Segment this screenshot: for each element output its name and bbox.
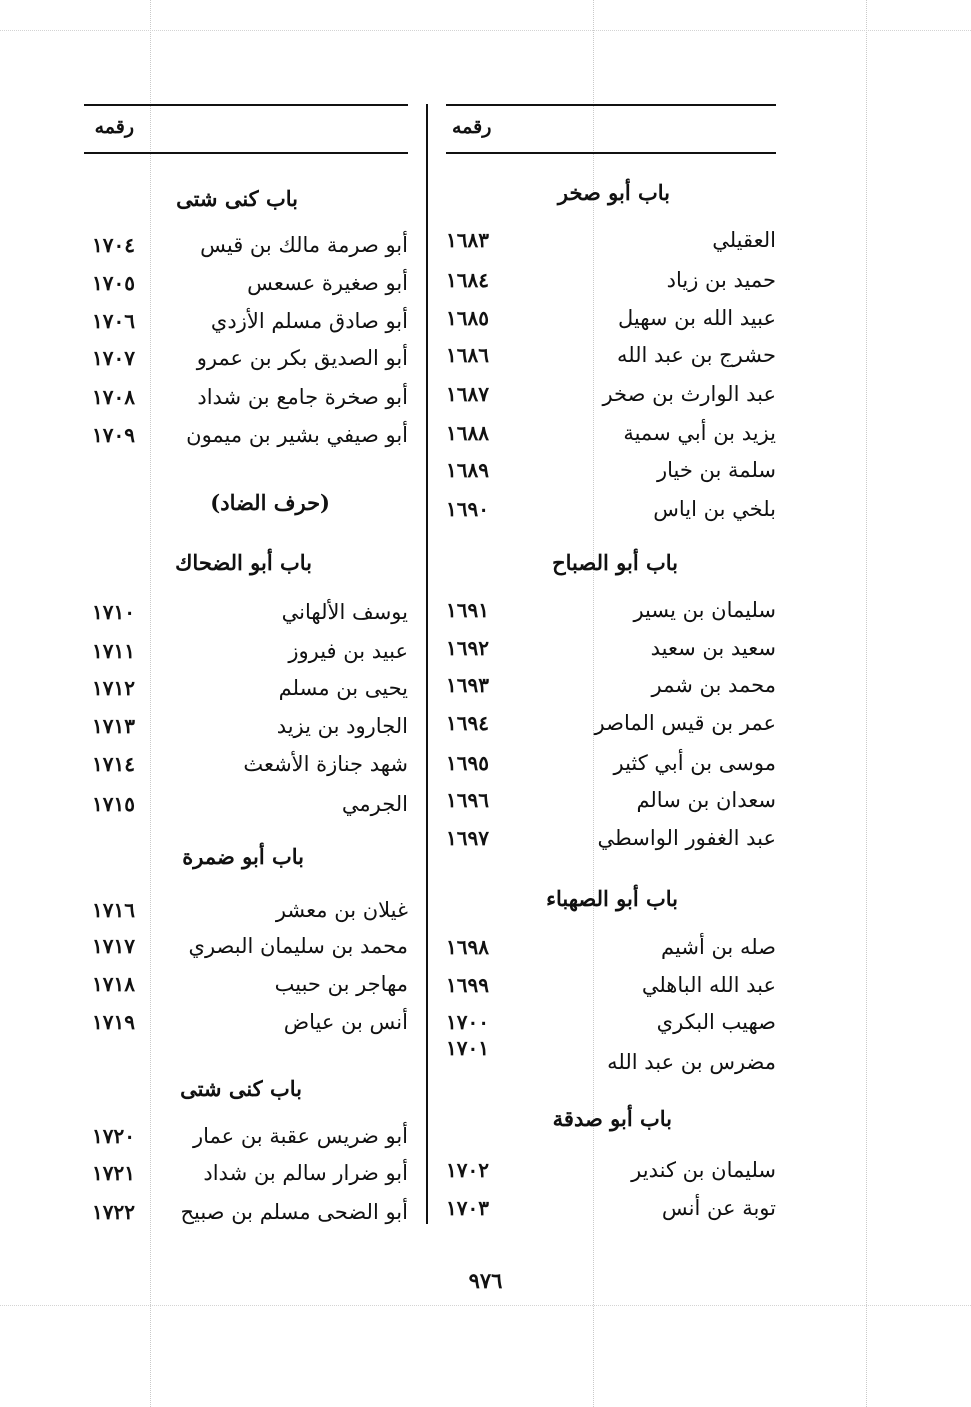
list-item: [446, 268, 776, 300]
list-item: [92, 1124, 408, 1156]
entry-number: ١٦٨٧: [446, 382, 489, 406]
entry-number: ١٧١٥: [92, 792, 135, 816]
entry-number: ١٦٨٥: [446, 306, 489, 330]
column-divider: [426, 104, 428, 1224]
entry-name: مهاجر بن حبيب: [274, 972, 408, 996]
entry-number: ١٧٠٢: [446, 1158, 489, 1182]
entry-name: أبو الصديق بكر بن عمرو: [196, 346, 408, 370]
entry-name: يوسف الألهاني: [281, 600, 408, 624]
entry-name: أبو صرمة مالك بن قيس: [200, 233, 408, 257]
entry-name: سعيد بن سعيد: [650, 636, 776, 660]
entry-name: أبو الضحى مسلم بن صبيح: [180, 1200, 408, 1224]
entry-name: عمر بن قيس الماصر: [594, 711, 776, 735]
entry-number: ١٧٠٩: [92, 423, 135, 447]
entry-number: ١٧٢١: [92, 1161, 135, 1185]
entry-name: عبد الغفور الواسطي: [597, 826, 776, 850]
entry-number: ١٧١٠: [92, 600, 135, 624]
entry-name: أبو صيفي بشير بن ميمون: [186, 423, 408, 447]
list-item: [446, 1196, 776, 1228]
entry-name: أبو صادق مسلم الأزدي: [210, 309, 408, 333]
entry-name: عبيد بن فيروز: [288, 639, 408, 663]
entry-name: أبو صغيرة عسعس: [247, 271, 408, 295]
entry-number: ١٧١٧: [92, 934, 135, 958]
list-item: [92, 639, 408, 671]
entry-number: ١٦٩٤: [446, 711, 489, 735]
entry-name: بلخي بن اياس: [653, 497, 776, 521]
list-item: [446, 382, 776, 414]
entry-name: توبة عن أنس: [661, 1196, 776, 1220]
section-heading: باب أبو الضحاك: [175, 550, 312, 575]
entry-number: ١٦٩١: [446, 598, 489, 622]
entry-name: عبيد الله بن سهيل: [617, 306, 776, 330]
entry-name: أبو صخرة جامع بن شداد: [197, 385, 408, 409]
entry-number: ١٧٠٠: [446, 1010, 489, 1034]
list-item: [446, 711, 776, 743]
right-column: [446, 0, 776, 1407]
list-item: [446, 1036, 776, 1086]
list-item: [92, 1010, 408, 1042]
list-item: [92, 309, 408, 341]
list-item: [446, 598, 776, 630]
entry-name: يحيى بن مسلم: [278, 676, 408, 700]
entry-number: ١٧٠٦: [92, 309, 135, 333]
entry-number: ١٦٨٨: [446, 421, 489, 445]
list-item: [92, 898, 408, 930]
entry-name: حميد بن زياد: [666, 268, 776, 292]
entry-number: ١٦٩٧: [446, 826, 489, 850]
entry-name: شهد جنازة الأشعث: [243, 752, 408, 776]
section-heading: باب أبو ضمرة: [182, 844, 304, 869]
entry-number: ١٧١٤: [92, 752, 135, 776]
entry-number: ١٧١٦: [92, 898, 135, 922]
list-item: [92, 1200, 408, 1232]
list-item: [446, 1010, 776, 1042]
entry-name: سليمان بن كندير: [631, 1158, 776, 1182]
list-item: [92, 423, 408, 455]
list-item: [92, 676, 408, 708]
section-heading: باب أبو الصهباء: [546, 886, 678, 911]
entry-name: أبو ضرار سالم بن شداد: [203, 1161, 408, 1185]
entry-name: عبد الوارث بن صخر: [602, 382, 776, 406]
list-item: [446, 458, 776, 490]
page-number: ٩٧٦: [468, 1268, 503, 1293]
list-item: [92, 233, 408, 265]
entry-name: يزيد بن أبي سمية: [623, 421, 776, 445]
list-item: [446, 751, 776, 783]
entry-number: ١٦٩٦: [446, 788, 489, 812]
entry-number: ١٦٩٢: [446, 636, 489, 660]
entry-number: ١٦٩٩: [446, 973, 489, 997]
list-item: [92, 714, 408, 746]
entry-name: غيلان بن معشر: [275, 898, 408, 922]
list-item: [92, 346, 408, 378]
list-item: [92, 792, 408, 824]
entry-name: سليمان بن يسير: [633, 598, 776, 622]
list-item: [446, 306, 776, 338]
list-item: [446, 973, 776, 1005]
entry-number: ١٧٠٧: [92, 346, 135, 370]
list-item: [446, 826, 776, 858]
entry-name: عبد الله الباهلي: [641, 973, 776, 997]
list-item: [446, 1158, 776, 1190]
entry-number: ١٧١٣: [92, 714, 135, 738]
list-item: [446, 788, 776, 820]
section-heading: باب أبو صخر: [557, 180, 670, 205]
entry-name: أبو ضريس عقبة بن عمار: [192, 1124, 408, 1148]
entry-name: صله بن أشيم: [661, 935, 776, 959]
list-item: [92, 600, 408, 632]
entry-name: محمد بن شمر: [651, 673, 776, 697]
scan-guide-line: [866, 0, 867, 1407]
entry-name: مضرس بن عبد الله: [607, 1050, 776, 1074]
list-item: [92, 271, 408, 303]
left-column: [92, 0, 408, 1407]
entry-number: ١٧٠١: [446, 1036, 489, 1060]
entry-number: ١٧١٩: [92, 1010, 135, 1034]
entry-number: ١٧٠٣: [446, 1196, 489, 1220]
section-heading: باب كنى شتى: [176, 186, 298, 211]
entry-name: سعدان بن سالم: [636, 788, 776, 812]
entry-number: ١٧٢٢: [92, 1200, 135, 1224]
entry-number: ١٧١٨: [92, 972, 135, 996]
entry-name: العقيلي: [712, 228, 776, 252]
entry-number: ١٧١٢: [92, 676, 135, 700]
list-item: [92, 934, 408, 966]
list-item: [446, 497, 776, 529]
entry-name: موسى بن أبي كثير: [613, 751, 776, 775]
entry-number: ١٦٨٩: [446, 458, 489, 482]
entry-number: ١٧١١: [92, 639, 135, 663]
list-item: [92, 385, 408, 417]
list-item: [92, 752, 408, 784]
list-item: [446, 228, 776, 260]
entry-name: سلمة بن خيار: [657, 458, 776, 482]
list-item: [92, 972, 408, 1004]
entry-name: محمد بن سليمان البصري: [188, 934, 408, 958]
entry-number: ١٦٨٣: [446, 228, 489, 252]
left-column-header: رقمه: [94, 116, 134, 138]
entry-number: ١٦٩٠: [446, 497, 489, 521]
entry-number: ١٦٩٥: [446, 751, 489, 775]
entry-name: الجرمي: [341, 792, 408, 816]
entry-number: ١٦٩٣: [446, 673, 489, 697]
entry-number: ١٦٨٦: [446, 343, 489, 367]
entry-name: أنس بن عياض: [283, 1010, 408, 1034]
list-item: [92, 1161, 408, 1193]
section-heading: (حرف الضاد): [210, 490, 330, 515]
section-heading: باب كنى شتى: [180, 1076, 302, 1101]
entry-number: ١٦٨٤: [446, 268, 489, 292]
list-item: [446, 636, 776, 668]
entry-name: الجارود بن يزيد: [276, 714, 408, 738]
list-item: [446, 935, 776, 967]
section-heading: باب أبو صدقة: [552, 1106, 672, 1131]
entry-number: ١٦٩٨: [446, 935, 489, 959]
list-item: [446, 673, 776, 705]
list-item: [446, 421, 776, 453]
entry-name: حشرج بن عبد الله: [616, 343, 776, 367]
entry-number: ١٧٠٥: [92, 271, 135, 295]
entry-name: صهيب البكري: [656, 1010, 776, 1034]
entry-number: ١٧٠٨: [92, 385, 135, 409]
list-item: [446, 343, 776, 375]
entry-number: ١٧٠٤: [92, 233, 135, 257]
right-column-header: رقمه: [452, 116, 492, 138]
section-heading: باب أبو الصباح: [552, 550, 678, 575]
entry-number: ١٧٢٠: [92, 1124, 135, 1148]
